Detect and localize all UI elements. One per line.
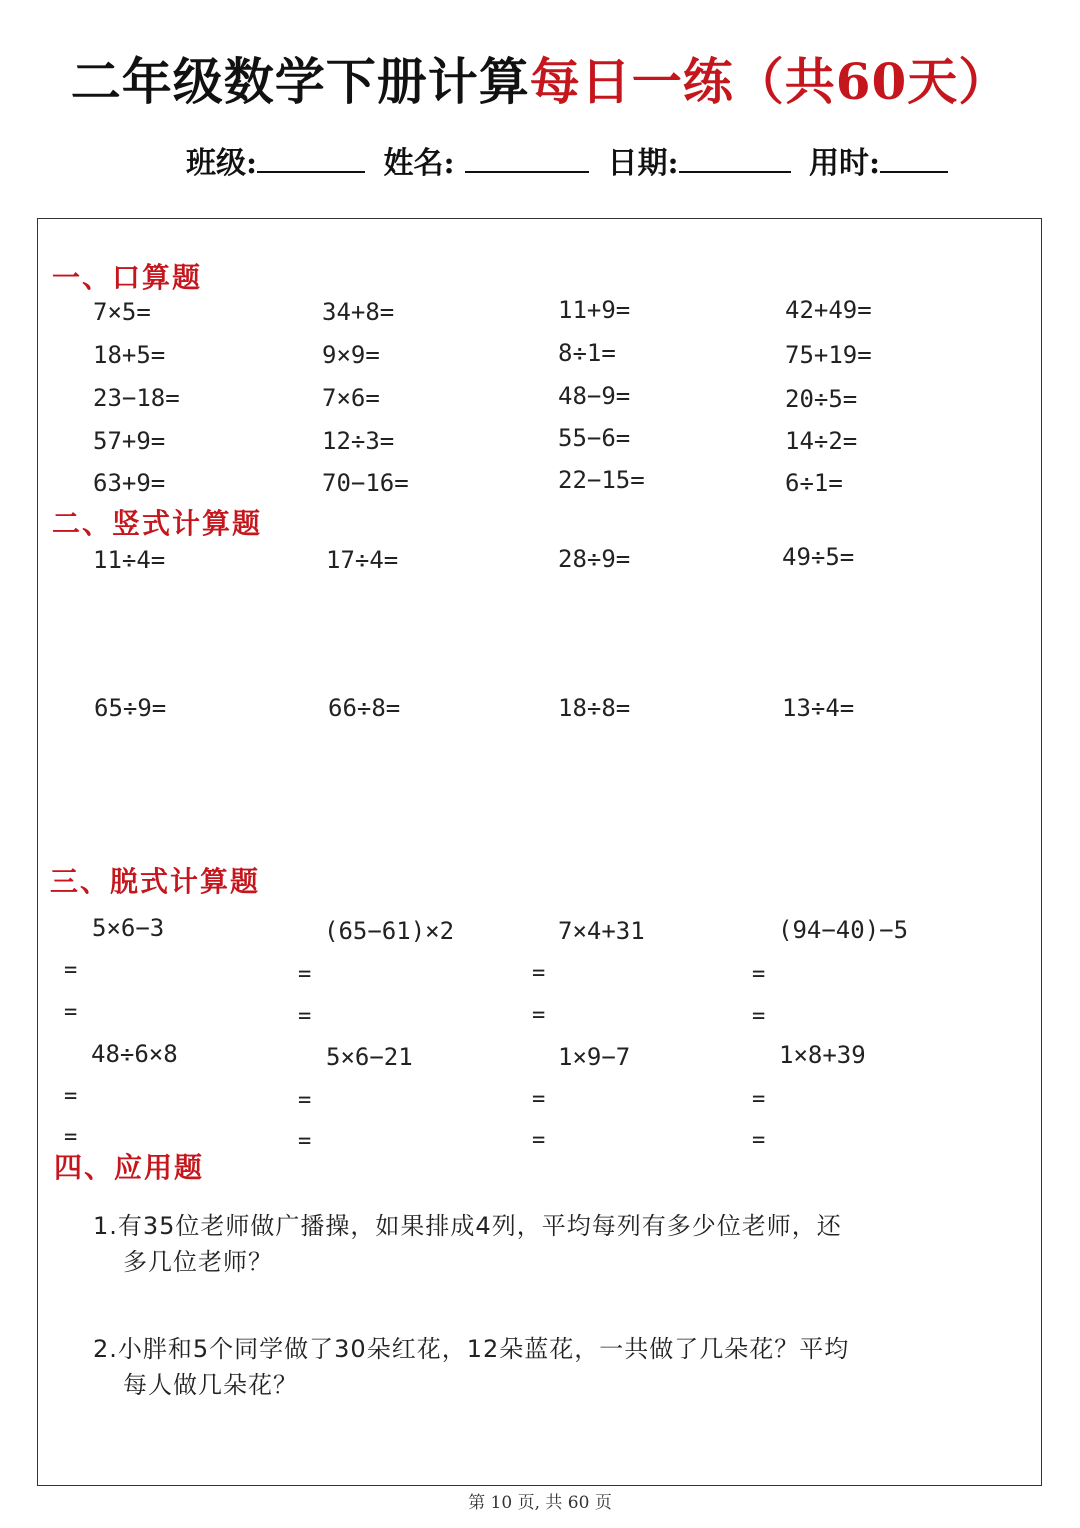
oral-problem: 7×5= (93, 298, 151, 326)
vertical-problem: 11÷4= (93, 546, 166, 574)
oral-problem: 18+5= (93, 341, 166, 369)
equals-sign: = (532, 1087, 546, 1112)
date-label: 日期: (607, 146, 679, 181)
oral-problem: 12÷3= (322, 427, 395, 455)
worksheet-frame (37, 218, 1042, 1486)
equals-sign: = (752, 962, 766, 987)
section3-heading: 三、脱式计算题 (50, 865, 261, 898)
page-footer: 第 10 页, 共 60 页 (468, 1493, 612, 1513)
equals-sign: = (298, 1004, 312, 1029)
oral-problem: 75+19= (785, 341, 872, 369)
oral-problem: 8÷1= (558, 339, 616, 367)
step-problem: 48÷6×8 (91, 1040, 178, 1068)
oral-problem: 9×9= (322, 341, 380, 369)
time-blank[interactable] (880, 141, 948, 173)
vertical-problem: 66÷8= (328, 694, 401, 722)
oral-problem: 20÷5= (785, 385, 858, 413)
class-blank[interactable] (257, 141, 365, 173)
equals-sign: = (64, 958, 78, 983)
name-label: 姓名: (383, 146, 455, 181)
vertical-problem: 18÷8= (558, 694, 631, 722)
equals-sign: = (298, 962, 312, 987)
step-problem: 1×9−7 (558, 1043, 631, 1071)
section4-heading: 四、应用题 (54, 1151, 205, 1184)
vertical-problem: 13÷4= (782, 694, 855, 722)
equals-sign: = (532, 961, 546, 986)
equals-sign: = (532, 1128, 546, 1153)
vertical-problem: 49÷5= (782, 543, 855, 571)
section2-heading: 二、竖式计算题 (52, 507, 263, 540)
equals-sign: = (532, 1003, 546, 1028)
oral-problem: 14÷2= (785, 427, 858, 455)
oral-problem: 48−9= (558, 382, 631, 410)
time-label: 用时: (809, 146, 881, 181)
equals-sign: = (752, 1087, 766, 1112)
student-info-line (186, 138, 956, 182)
word-problem-1 (93, 1208, 973, 1280)
oral-problem: 34+8= (322, 298, 395, 326)
step-problem: (94−40)−5 (778, 916, 909, 944)
oral-problem: 6÷1= (785, 469, 843, 497)
equals-sign: = (64, 1084, 78, 1109)
oral-problem: 22−15= (558, 466, 645, 494)
step-problem: 5×6−3 (92, 914, 165, 942)
equals-sign: = (64, 1125, 78, 1150)
class-label: 班级: (186, 146, 258, 181)
word-problem-2 (93, 1331, 973, 1403)
vertical-problem: 28÷9= (558, 545, 631, 573)
page-title (0, 42, 1080, 114)
vertical-problem: 65÷9= (94, 694, 167, 722)
name-blank[interactable] (465, 141, 589, 173)
date-blank[interactable] (679, 141, 791, 173)
oral-problem: 70−16= (322, 469, 409, 497)
oral-problem: 7×6= (322, 384, 380, 412)
step-problem: 1×8+39 (779, 1041, 866, 1069)
title-black-part: 二年级数学下册计算 (70, 52, 530, 111)
oral-problem: 23−18= (93, 384, 180, 412)
word-problem-line: 2.小胖和5个同学做了30朵红花，12朵蓝花，一共做了几朵花？平均 (93, 1335, 850, 1363)
oral-problem: 55−6= (558, 424, 631, 452)
oral-problem: 63+9= (93, 469, 166, 497)
title-red-part: 每日一练（共60天） (529, 52, 1010, 111)
step-problem: 5×6−21 (326, 1043, 413, 1071)
oral-problem: 42+49= (785, 296, 872, 324)
equals-sign: = (64, 1000, 78, 1025)
equals-sign: = (298, 1088, 312, 1113)
section1-heading: 一、口算题 (52, 261, 203, 294)
word-problem-line: 1.有35位老师做广播操，如果排成4列，平均每列有多少位老师，还 (93, 1212, 842, 1240)
step-problem: (65−61)×2 (324, 917, 455, 945)
word-problem-line: 每人做几朵花？ (123, 1371, 298, 1399)
equals-sign: = (298, 1129, 312, 1154)
oral-problem: 11+9= (558, 296, 631, 324)
vertical-problem: 17÷4= (326, 546, 399, 574)
equals-sign: = (752, 1004, 766, 1029)
word-problem-line: 多几位老师？ (123, 1248, 273, 1276)
equals-sign: = (752, 1128, 766, 1153)
oral-problem: 57+9= (93, 427, 166, 455)
step-problem: 7×4+31 (558, 917, 645, 945)
